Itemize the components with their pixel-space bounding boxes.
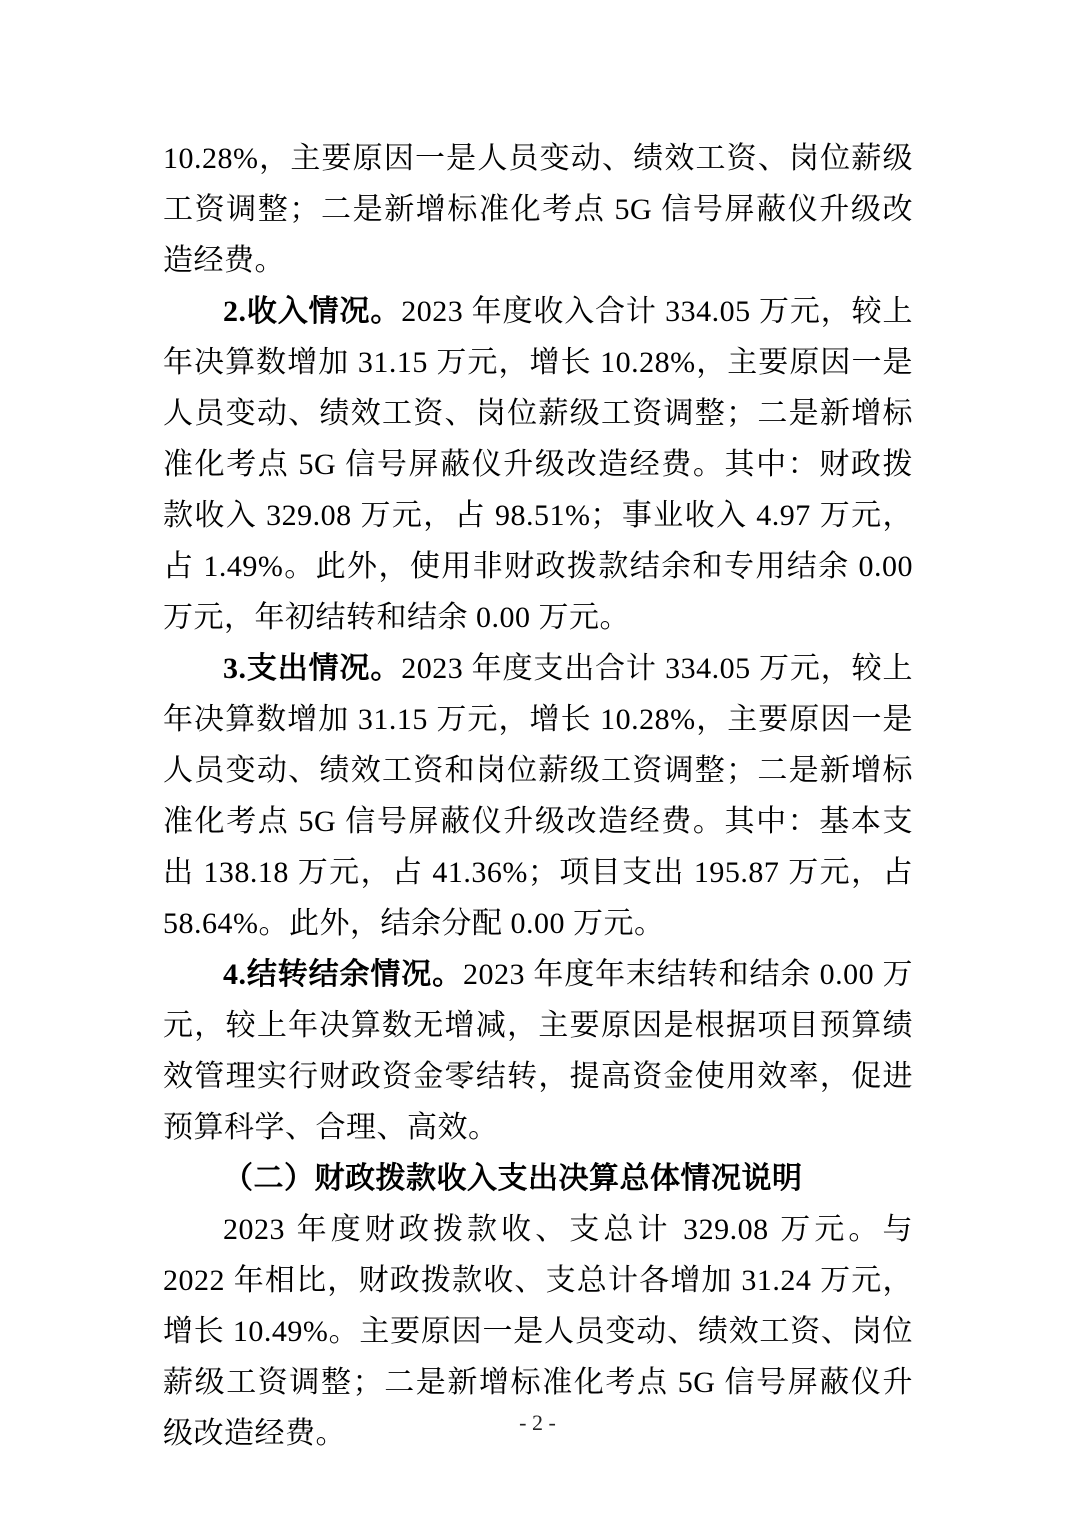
page-number: - 2 - [519,1410,556,1435]
paragraph-carryover [163,949,913,1153]
paragraph-continuation [163,133,913,286]
paragraph-text: 2023 年度收入合计 334.05 万元，较上年决算数增加 31.15 万元，增长 10.28%，主要原因一是人员变动、绩效工资、岗位薪级工资调整；二是新增标准化考点 5G 信号屏蔽仪升级改造经费。其中：财政拨款收入 329.08 万元，占 98.51%；事业收入 4.97 万元，占 1.49%。此外，使用非财政拨款结余和专用结余 0.00 万元，年初结转和结余 0.00 万元。 [163,295,914,634]
paragraph-lead: 4.结转结余情况。 [223,958,463,991]
section-heading: （二）财政拨款收入支出决算总体情况说明 [223,1162,803,1195]
paragraph-expenditure [163,643,913,949]
paragraph-income [163,286,913,643]
paragraph-text: 2023 年度年末结转和结余 0.00 万元，较上年决算数无增减，主要原因是根据项目预算绩效管理实行财政资金零结转，提高资金使用效率，促进预算科学、合理、高效。 [163,958,913,1144]
paragraph-lead: 3.支出情况。 [223,652,402,685]
paragraph-text: 10.28%，主要原因一是人员变动、绩效工资、岗位薪级工资调整；二是新增标准化考点 5G 信号屏蔽仪升级改造经费。 [163,142,913,277]
paragraph-lead: 2.收入情况。 [223,295,402,328]
paragraph-text: 2023 年度支出合计 334.05 万元，较上年决算数增加 31.15 万元，增长 10.28%，主要原因一是人员变动、绩效工资和岗位薪级工资调整；二是新增标准化考点 5G 信号屏蔽仪升级改造经费。其中：基本支出 138.18 万元，占 41.36%；项目支出 195.87 万元，占 58.64%。此外，结余分配 0.00 万元。 [163,652,914,940]
document-body [163,133,913,1459]
paragraph-fiscal-appropriation: 2023 年度财政拨款收、支总计 329.08 万元。与 2022 年相比，财政拨款收、支总计各增加 31.24 万元，增长 10.49%。主要原因一是人员变动、绩效工资、岗位薪级工资调整；二是新增标准化考点 5G 信号屏蔽仪升级改造经费。 [163,1213,913,1450]
